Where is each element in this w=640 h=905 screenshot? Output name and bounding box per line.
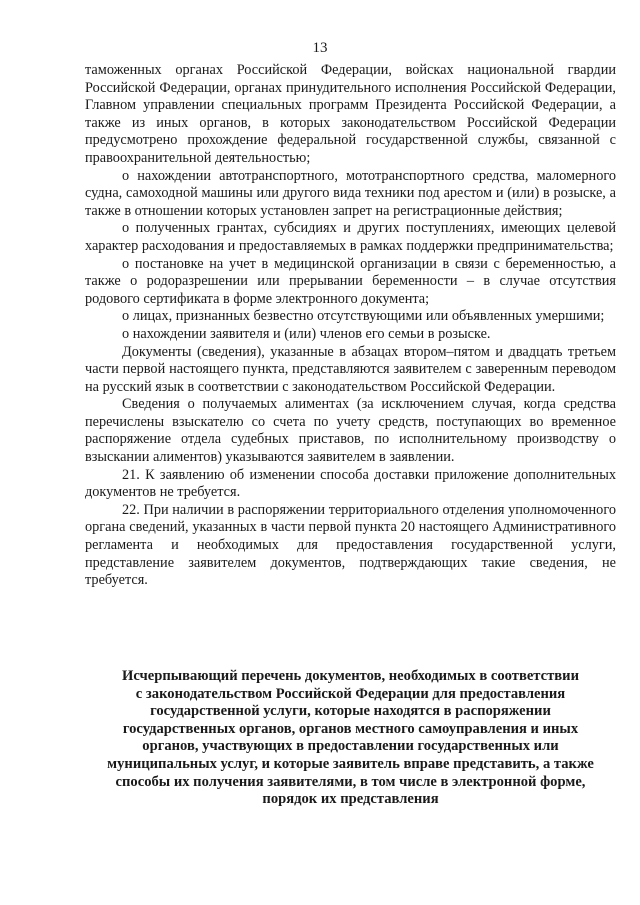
heading-line: с законодательством Российской Федерации для предоставления [135, 685, 566, 702]
heading-line: муниципальных услуг, и которые заявитель вправе представить, а также [107, 755, 594, 772]
heading-line: способы их получения заявителями, в том числе в электронной форме, [115, 773, 586, 790]
paragraph-item-21: 21. К заявлению об изменении способа доставки приложение дополнительных документов не требуется. [85, 466, 616, 501]
body-text [85, 62, 616, 590]
paragraph-pregnancy: о постановке на учет в медицинской организации в связи с беременностью, а также о родоразрешении или прерывании беременности – в случае отсутствия родового сертификата в форме электронного документа; [85, 255, 616, 307]
paragraph-continuation: таможенных органах Российской Федерации, войсках национальной гвардии Российской Федерации, органах принудительного исполнения Российской Федерации, Главном управлении специальных программ Президента Российской Федерации, а также из иных органов, в которых законодательством Российской Федерации предусмотрено прохождение федеральной государственной службы, связанной с правоохранительной деятельностью; [85, 62, 616, 166]
section-heading [85, 668, 616, 809]
heading-line: государственных органов, органов местного самоуправления и иных [122, 720, 579, 737]
paragraph-grants: о полученных грантах, субсидиях и других поступлениях, имеющих целевой характер расходования и предоставляемых в рамках поддержки предпринимательства; [85, 220, 616, 254]
paragraph-missing-persons: о лицах, признанных безвестно отсутствующими или объявленных умершими; [122, 308, 605, 325]
paragraph-vehicle-arrest: о нахождении автотранспортного, мототранспортного средства, маломерного судна, самоходной машины или другого вида техники под арестом и (или) в розыске, а также в отношении которых установлен запрет на регистрационные действия; [85, 167, 616, 219]
heading-line: органов, участвующих в предоставлении государственных или [142, 738, 559, 755]
paragraph-wanted: о нахождении заявителя и (или) членов его семьи в розыске. [122, 325, 491, 342]
heading-line: Исчерпывающий перечень документов, необходимых в соответствии [121, 668, 579, 684]
paragraph-item-22: 22. При наличии в распоряжении территориального отделения уполномоченного органа сведений, указанных в части первой пункта 20 настоящего Административного регламента и необходимых для предоставления государственной услуги, представление заявителем документов, подтверждающих такие сведения, не требуется. [85, 501, 616, 589]
paragraph-alimony: Сведения о получаемых алиментах (за исключением случая, когда средства перечислены взыскателю со счета по учету средств, поступающих во временное распоряжение отдела судебных приставов, по исполнительному производству о взыскании алиментов) указываются заявителем в заявлении. [85, 396, 616, 466]
paragraph-translation: Документы (сведения), указанные в абзацах втором–пятом и двадцать третьем части первой настоящего пункта, представляются заявителем с заверенным переводом на русский язык в соответствии с законодательством Российской Федерации. [85, 343, 616, 395]
page-number: 13 [312, 40, 328, 56]
heading-line: государственной услуги, которые находятся в распоряжении [150, 703, 551, 720]
heading-line: порядок их представления [262, 791, 439, 808]
